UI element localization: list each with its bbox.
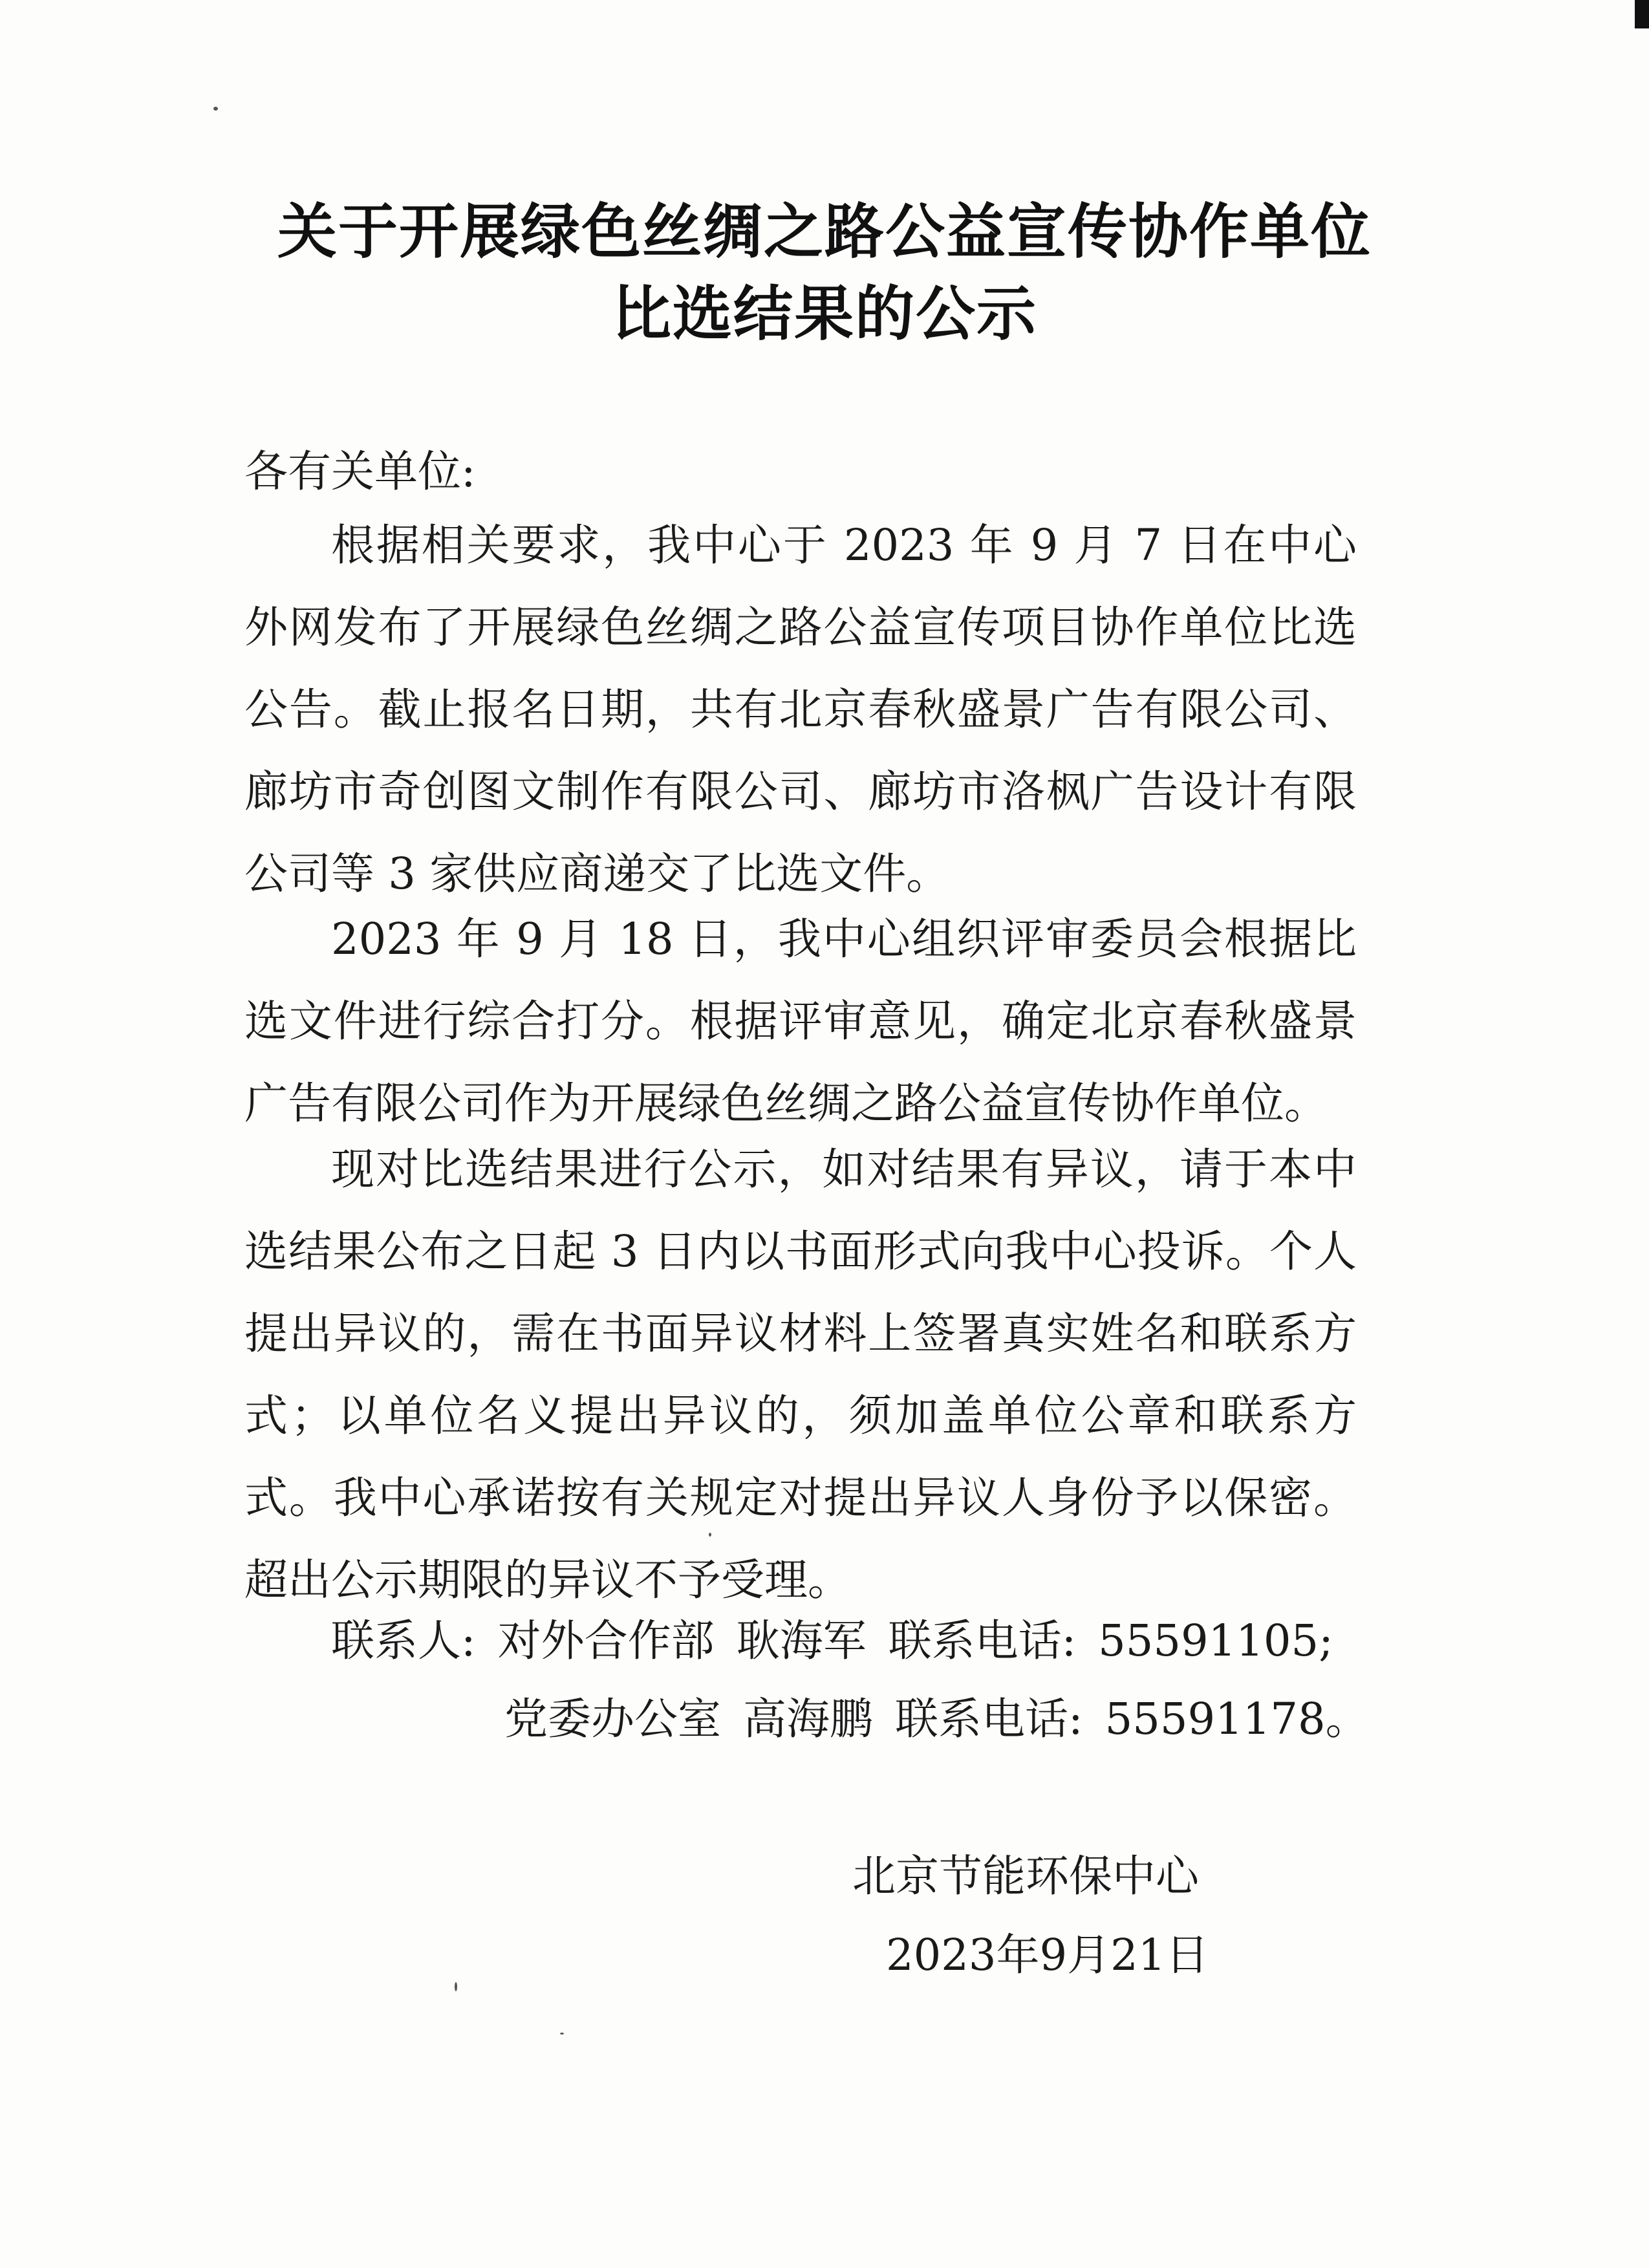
signature-date: 2023年9月21日 <box>886 1930 1209 1980</box>
document-title-line-2: 比选结果的公示 <box>611 279 1037 349</box>
signature-organization: 北京节能环保中心 <box>852 1851 1199 1901</box>
scan-edge-mark <box>1635 0 1649 28</box>
contact-phone-label: 联系电话: <box>895 1694 1083 1744</box>
contact-department: 对外合作部 <box>497 1615 715 1666</box>
contact-department: 党委办公室 <box>504 1694 721 1744</box>
contact-line-2 <box>504 1678 1369 1760</box>
contact-phone-label: 联系电话: <box>888 1615 1077 1666</box>
contact-phone: 55591105; <box>1098 1615 1333 1666</box>
scan-speck <box>560 2033 564 2035</box>
paragraph-objection-notice: 现对比选结果进行公示，如对结果有异议，请于本中选结果公布之日起 3 日内以书面形式向我中心投诉。个人提出异议的，需在书面异议材料上签署真实姓名和联系方式；以单位名义提出异议的，须加盖单位公章和联系方式。我中心承诺按有关规定对提出异议人身份予以保密。超出公示期限的异议不予受理。 <box>244 1144 1357 1605</box>
contact-phone: 55591178。 <box>1105 1694 1369 1744</box>
contact-line-1 <box>331 1600 1333 1682</box>
contact-name: 耿海军 <box>736 1615 867 1666</box>
document-title-line-1: 关于开展绿色丝绸之路公益宣传协作单位 <box>277 197 1372 266</box>
paragraph-announcement: 根据相关要求，我中心于 2023 年 9 月 7 日在中心外网发布了开展绿色丝绸之路公益宣传项目协作单位比选公告。截止报名日期，共有北京春秋盛景广告有限公司、廊坊市奇创图文制作有限公司、廊坊市洛枫广告设计有限公司等 3 家供应商递交了比选文件。 <box>244 520 1357 899</box>
scan-speck <box>213 107 218 111</box>
paragraph-evaluation: 2023 年 9 月 18 日，我中心组织评审委员会根据比选文件进行综合打分。根据评审意见，确定北京春秋盛景广告有限公司作为开展绿色丝绸之路公益宣传协作单位。 <box>244 914 1357 1129</box>
scan-speck <box>455 1982 457 1991</box>
contact-name: 高海鹏 <box>743 1694 873 1744</box>
contact-prefix: 联系人: <box>331 1615 476 1666</box>
salutation: 各有关单位: <box>244 446 476 497</box>
